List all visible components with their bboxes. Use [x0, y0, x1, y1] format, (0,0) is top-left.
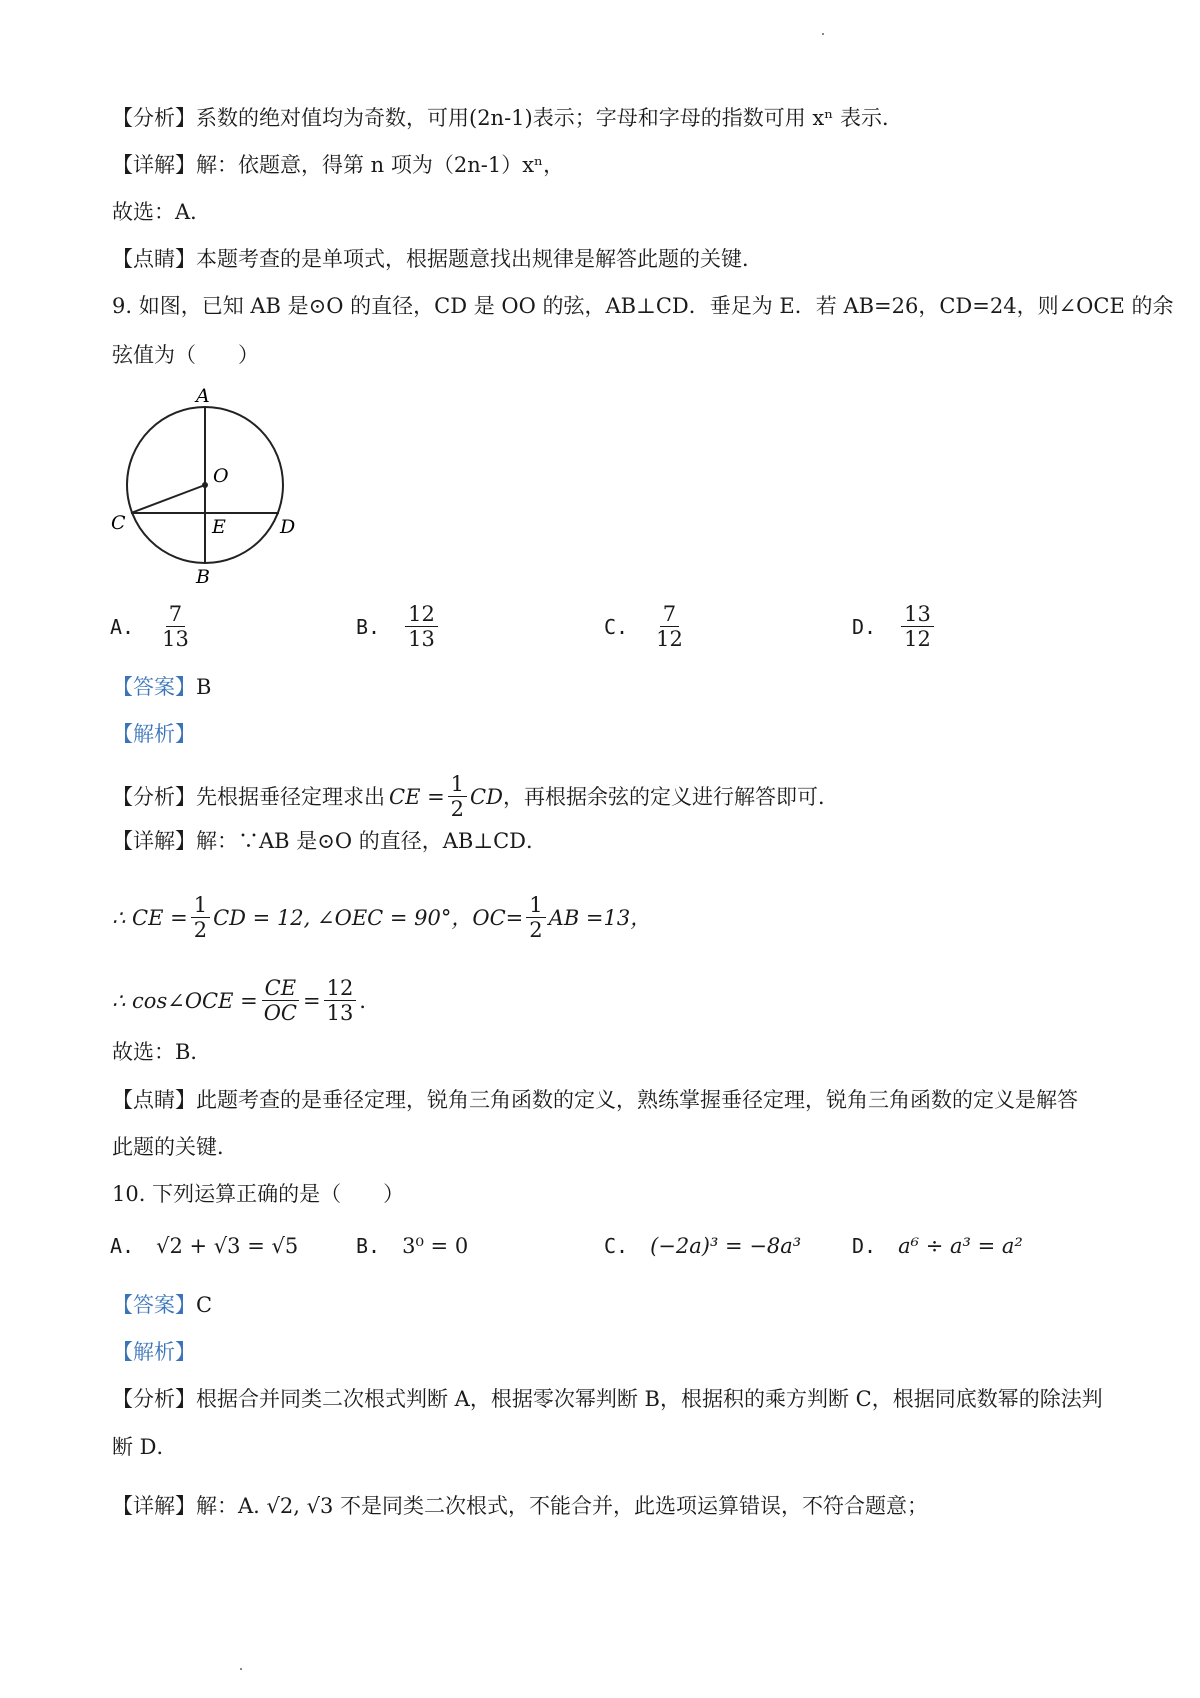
q9-step2: [112, 976, 380, 1025]
q9-option-d: [852, 602, 937, 651]
label-a: A: [196, 385, 210, 407]
option-label: A.: [110, 1234, 135, 1258]
denominator: 13: [326, 1001, 354, 1026]
q9-detail: 【详解】解：∵AB 是⊙O 的直径，AB⊥CD．: [112, 829, 548, 853]
option-fraction: [159, 602, 192, 651]
option-expression: (−2a)³ = −8a³: [650, 1234, 802, 1258]
q9-stem-line2: 弦值为（ ）: [112, 343, 259, 367]
q8-choice: 故选：A．: [112, 200, 212, 224]
option-fraction: [405, 602, 438, 651]
option-expression: a⁶ ÷ a³ = a²: [898, 1234, 1023, 1258]
half-fraction: [191, 893, 210, 942]
option-label: A.: [110, 614, 135, 639]
numerator: 1: [191, 893, 210, 918]
q8-detail: 【详解】解：依题意，得第 n 项为（2n-1）xⁿ，: [112, 153, 565, 177]
numerator: 7: [166, 602, 185, 627]
analysis-suffix: ，再根据余弦的定义进行解答即可．: [502, 784, 839, 809]
denominator: 13: [162, 627, 189, 652]
q9-option-b: [356, 602, 441, 651]
numerator: 12: [324, 976, 357, 1001]
numerator: 12: [405, 602, 438, 627]
option-fraction: [901, 602, 934, 651]
option-expression: √2 + √3 = √5: [156, 1234, 299, 1258]
speck: [240, 1668, 242, 1670]
equals: =: [303, 988, 321, 1013]
step2-cos: ∴ cos∠OCE =: [112, 988, 258, 1013]
denominator: OC: [263, 1001, 297, 1026]
analysis-ce: CE =: [389, 784, 445, 809]
q8-comment: 【点睛】本题考查的是单项式，根据题意找出规律是解答此题的关键．: [112, 247, 763, 271]
denominator: 2: [450, 797, 465, 822]
q9-choice: 故选：B．: [112, 1040, 212, 1064]
q10-analysis-line1: 【分析】根据合并同类二次根式判断 A，根据零次幂判断 B，根据积的乘方判断 C，根据同底数幂的除法判: [112, 1387, 1103, 1411]
denominator: 12: [904, 627, 931, 652]
option-label: B.: [356, 614, 381, 639]
q9-step1: [112, 893, 651, 942]
option-label: D.: [852, 1234, 877, 1258]
option-label: D.: [852, 614, 877, 639]
answer-value: C: [196, 1293, 213, 1317]
q10-answer: [112, 1290, 212, 1320]
q10-analysis-line2: 断 D．: [112, 1435, 178, 1459]
numerator: 7: [660, 602, 679, 627]
q9-analysis: [112, 772, 839, 821]
label-d: D: [280, 516, 296, 538]
answer-tag: 【答案】: [112, 675, 196, 699]
step1-end: AB =13，: [548, 905, 652, 930]
option-fraction: [653, 602, 686, 651]
result-fraction: [324, 976, 357, 1025]
ce-oc-fraction: [261, 976, 300, 1025]
q9-stem-line1: 9. 如图，已知 AB 是⊙O 的直径，CD 是 OO 的弦，AB⊥CD．垂足为 E．若 AB=26，CD=24，则∠OCE 的余: [112, 294, 1174, 318]
q10-option-d: [852, 1234, 1023, 1258]
q9-comment-line1: 【点睛】此题考查的是垂径定理，锐角三角函数的定义，熟练掌握垂径定理，锐角三角函数的定义是解答: [112, 1088, 1078, 1112]
step1-ce: ∴ CE =: [112, 905, 188, 930]
period: ．: [359, 988, 381, 1013]
q10-option-c: [604, 1234, 801, 1258]
analysis-prefix: 【分析】先根据垂径定理求出: [112, 784, 385, 809]
segment-oc: [131, 485, 205, 513]
q9-comment-line2: 此题的关键．: [112, 1135, 238, 1159]
numerator: 13: [901, 602, 934, 627]
q10-option-b: [356, 1234, 468, 1258]
half-fraction: [448, 772, 467, 821]
denominator: 2: [193, 918, 208, 943]
analysis-cd: CD: [470, 784, 503, 809]
circle-diagram: [110, 385, 310, 585]
numerator: 1: [526, 893, 545, 918]
label-o: O: [213, 465, 229, 487]
q10-option-a: [110, 1234, 298, 1258]
numerator: 1: [448, 772, 467, 797]
q9-answer: [112, 672, 211, 702]
option-label: C.: [604, 1234, 629, 1258]
q10-jiexi: 【解析】: [112, 1340, 196, 1364]
label-b: B: [196, 566, 210, 585]
numerator: CE: [262, 976, 299, 1001]
denominator: 13: [408, 627, 435, 652]
q10-stem: 10. 下列运算正确的是（ ）: [112, 1182, 405, 1206]
label-c: C: [111, 512, 126, 534]
label-e: E: [212, 516, 226, 538]
option-expression: 3⁰ = 0: [402, 1234, 469, 1258]
speck: [822, 33, 824, 35]
step1-middle: CD = 12, ∠OEC = 90°，OC=: [213, 905, 524, 930]
q8-analysis: 【分析】系数的绝对值均为奇数，可用(2n-1)表示；字母和字母的指数可用 xⁿ 表示．: [112, 106, 904, 130]
denominator: 2: [529, 918, 543, 943]
answer-tag: 【答案】: [112, 1293, 196, 1317]
center-point: [202, 482, 208, 488]
answer-value: B: [196, 675, 212, 699]
half-fraction: [526, 893, 545, 942]
q10-detail: 【详解】解：A. √2, √3 不是同类二次根式，不能合并，此选项运算错误，不符合题意；: [112, 1494, 929, 1518]
q9-option-c: [604, 602, 689, 651]
denominator: 12: [656, 627, 683, 652]
q9-option-a: [110, 602, 195, 651]
option-label: B.: [356, 1234, 381, 1258]
q9-jiexi: 【解析】: [112, 722, 196, 746]
option-label: C.: [604, 614, 629, 639]
